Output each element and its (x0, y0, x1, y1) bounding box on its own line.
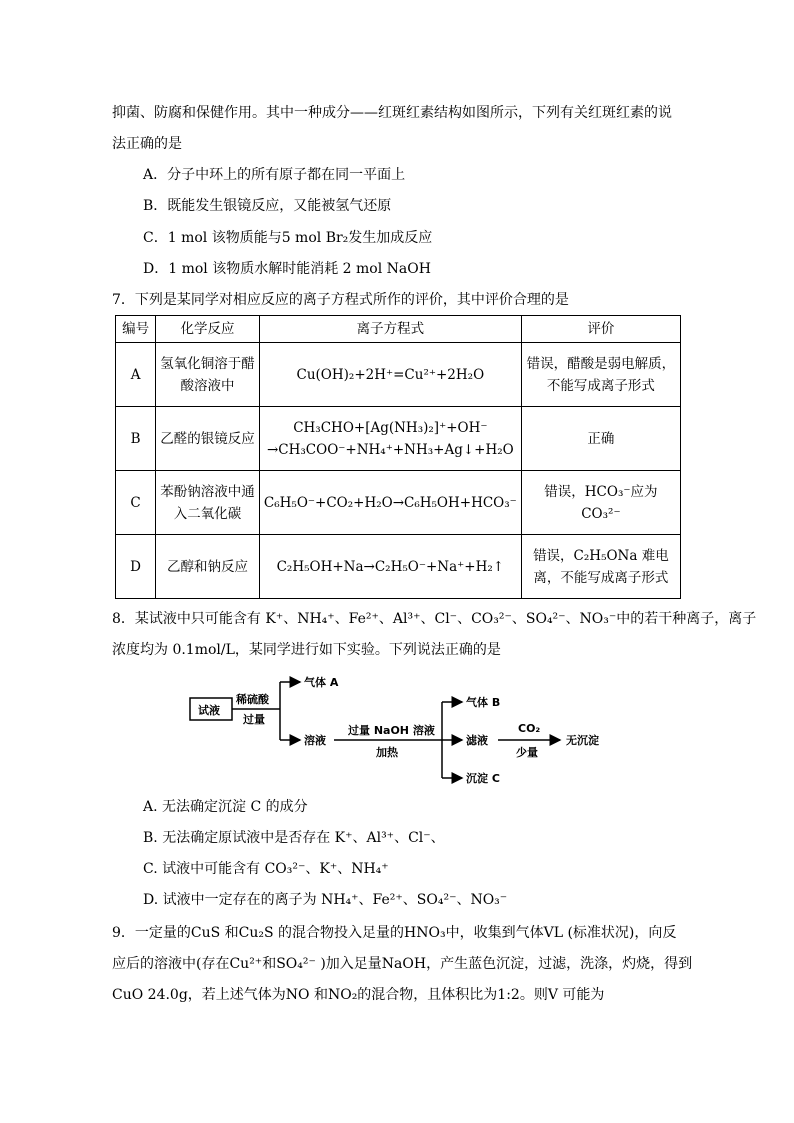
q9-line2: 应后的溶液中(存在Cu²⁺和SO₄²⁻ )加入足量NaOH，产生蓝色沉淀，过滤，洗涤，灼烧，得到 (112, 956, 693, 972)
q6-option-b: B．既能发生银镜反应，又能被氢气还原 (143, 198, 392, 214)
q6-intro-line2: 法正确的是 (112, 136, 182, 152)
table-row (116, 343, 681, 407)
step2-bottom-label: 加热 (376, 746, 398, 759)
step1-bottom-label: 过量 (243, 713, 265, 726)
step2-top-label: 过量 NaOH 溶液 (348, 724, 435, 737)
row-equation: C₂H₅OH+Na→C₂H₅O⁻+Na⁺+H₂↑ (259, 535, 521, 599)
q7-stem: 7．下列是某同学对相应反应的离子方程式所作的评价，其中评价合理的是 (112, 292, 569, 308)
q8-option-a: A. 无法确定沉淀 C 的成分 (143, 799, 308, 815)
row-id: D (116, 535, 156, 599)
row-reaction: 乙醇和钠反应 (156, 535, 260, 599)
table-row (116, 407, 681, 471)
row-id: B (116, 407, 156, 471)
q8-option-c: C. 试液中可能含有 CO₃²⁻、K⁺、NH₄⁺ (143, 861, 389, 877)
row-reaction: 乙醛的银镜反应 (156, 407, 260, 471)
row-reaction: 苯酚钠溶液中通入二氧化碳 (156, 471, 260, 535)
row-equation: Cu(OH)₂+2H⁺=Cu²⁺+2H₂O (259, 343, 521, 407)
table-row (116, 471, 681, 535)
q6-option-c: C．1 mol 该物质能与5 mol Br₂发生加成反应 (143, 230, 433, 246)
row-equation: C₆H₅O⁻+CO₂+H₂O→C₆H₅OH+HCO₃⁻ (259, 471, 521, 535)
start-label: 试液 (198, 704, 220, 717)
q6-option-a: A．分子中环上的所有原子都在同一平面上 (143, 167, 406, 183)
step3-top-label: CO₂ (518, 722, 541, 735)
row-comment: 错误，C₂H₅ONa 难电离，不能写成离子形式 (521, 535, 680, 599)
row-equation-line1: CH₃CHO+[Ag(NH₃)₂]⁺+OH⁻ (293, 419, 488, 436)
q8-stem-line2: 浓度均为 0.1mol/L，某同学进行如下实验。下列说法正确的是 (112, 642, 501, 658)
row-comment: 错误，HCO₃⁻应为 CO₃²⁻ (521, 471, 680, 535)
header-equation: 离子方程式 (259, 316, 521, 343)
step1-top-label: 稀硫酸 (236, 693, 269, 706)
q8-stem-line1: 8．某试液中只可能含有 K⁺、NH₄⁺、Fe²⁺、Al³⁺、Cl⁻、CO₃²⁻、SO₄²⁻、NO₃⁻中的若干种离子，离子 (112, 611, 757, 627)
table-header-row (116, 316, 681, 343)
q7-evaluation-table (115, 315, 681, 599)
gas-a-label: 气体 A (304, 676, 339, 689)
gas-b-label: 气体 B (466, 696, 501, 709)
header-comment: 评价 (521, 316, 680, 343)
step3-bottom-label: 少量 (516, 746, 538, 759)
row-comment: 错误，醋酸是弱电解质，不能写成离子形式 (521, 343, 680, 407)
filtrate-label: 滤液 (466, 734, 488, 747)
q9-line1: 9．一定量的CuS 和Cu₂S 的混合物投入足量的HNO₃中，收集到气体VL (标准状况)，向反 (112, 925, 677, 941)
header-reaction: 化学反应 (156, 316, 260, 343)
precip-c-label: 沉淀 C (466, 772, 500, 785)
solution-label: 溶液 (304, 734, 326, 747)
header-id: 编号 (116, 316, 156, 343)
q9-line3: CuO 24.0g，若上述气体为NO 和NO₂的混合物，且体积比为1:2。则V 可能为 (112, 987, 605, 1003)
row-comment: 正确 (521, 407, 680, 471)
row-equation-cell (259, 407, 521, 471)
row-equation-line2: →CH₃COO⁻+NH₄⁺+NH₃+Ag↓+H₂O (266, 441, 514, 458)
table-row (116, 535, 681, 599)
q6-option-d: D．1 mol 该物质水解时能消耗 2 mol NaOH (143, 261, 431, 277)
q6-intro-line1: 抑菌、防腐和保健作用。其中一种成分——红斑红素结构如图所示，下列有关红斑红素的说 (112, 105, 672, 121)
q8-flow-diagram (180, 672, 660, 792)
q8-option-d: D. 试液中一定存在的离子为 NH₄⁺、Fe²⁺、SO₄²⁻、NO₃⁻ (143, 892, 508, 908)
row-id: A (116, 343, 156, 407)
row-reaction: 氢氧化铜溶于醋酸溶液中 (156, 343, 260, 407)
result-label: 无沉淀 (566, 734, 599, 747)
row-id: C (116, 471, 156, 535)
q8-option-b: B. 无法确定原试液中是否存在 K⁺、Al³⁺、Cl⁻、 (143, 830, 445, 846)
